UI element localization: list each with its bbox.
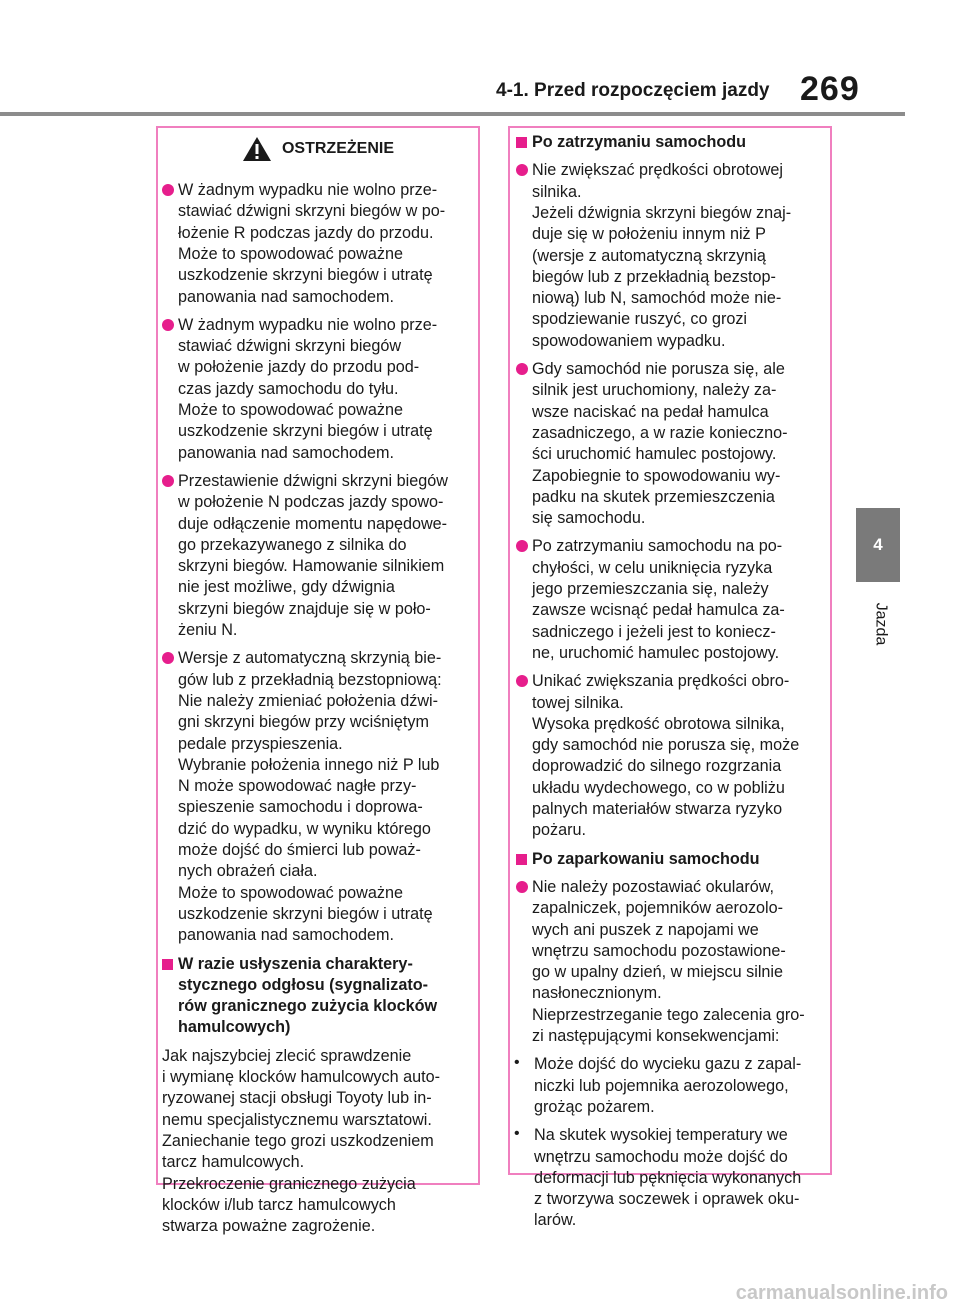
text-line: spieszenie samochodu i doprowa- [178, 798, 423, 817]
text-line: Może to spowodować poważne [178, 401, 403, 419]
bullet-dot [516, 881, 528, 893]
text-line: go w upalny dzień, w miejscu silnie [532, 963, 784, 982]
text-line: sadniczego i jeżeli jest to koniecz- [532, 622, 776, 641]
text-line: pożaru. [532, 821, 586, 840]
text-line: gni skrzyni biegów przy wciśniętym [178, 713, 429, 732]
text-line: Wybranie położenia innego niż P lub [178, 755, 440, 774]
text-line: silnik jest uruchomiony, należy za- [532, 381, 777, 400]
text-line: nemu specjalistycznemu warsztatowi. [162, 1110, 432, 1129]
text-line: ści uruchomić hamulec postojowy. [532, 445, 777, 464]
subheading-line: rów granicznego zużycia klocków [178, 997, 438, 1016]
text-line: gdy samochód nie porusza się, może [532, 736, 800, 755]
text-line: biegów lub z przekładnią bezstop- [532, 267, 776, 286]
text-line: Na skutek wysokiej temperatury we [534, 1126, 788, 1145]
chapter-number: 4 [873, 535, 883, 554]
text-line: Zaniechanie tego grozi uszkodzeniem [162, 1131, 434, 1150]
text-line: W żadnym wypadku nie wolno prze- [178, 315, 438, 334]
text-line: i wymianę klocków hamulcowych auto- [162, 1068, 440, 1086]
text-line: pedale przyspieszenia. [178, 734, 343, 753]
text-line: nych obrażeń ciała. [178, 862, 318, 881]
text-line: zapalniczek, pojemników aerozolo- [532, 899, 784, 918]
text-line: dzić do wypadku, w wyniku którego [178, 819, 431, 838]
text-line: Wysoka prędkość obrotowa silnika, [532, 714, 785, 733]
subheading-line: hamulcowych) [178, 1018, 291, 1037]
text-line: palnych materiałów stwarza ryzyko [532, 800, 783, 818]
bullet-square [162, 959, 173, 970]
text-line: ryzowanej stacji obsługi Toyoty lub in- [162, 1089, 432, 1108]
text-line: nie jest możliwe, gdy dźwignia [178, 578, 395, 597]
watermark: carmanualsonline.info [735, 1282, 948, 1304]
text-line: Gdy samochód nie porusza się, ale [532, 360, 785, 378]
text-line: uszkodzenie skrzyni biegów i utratę [178, 904, 433, 923]
text-line: towej silnika. [532, 693, 624, 712]
text-line: Nie należy pozostawiać okularów, [532, 877, 775, 896]
text-line: Wersje z automatyczną skrzynią bie- [178, 649, 442, 668]
text-line: (wersje z automatyczną skrzynią [532, 246, 766, 265]
text-line: doprowadzić do silnego rozgrzania [532, 757, 782, 776]
text-line: Po zatrzymaniu samochodu na po- [532, 537, 783, 556]
bullet-dot [162, 184, 174, 196]
text-line: W żadnym wypadku nie wolno prze- [178, 181, 438, 199]
text-line: nasłonecznionym. [532, 984, 662, 1003]
text-line: Przekroczenie granicznego zużycia [162, 1174, 416, 1193]
text-line: silnika. [532, 182, 582, 201]
chapter-name-label: Jazda [872, 602, 890, 646]
text-line: się samochodu. [532, 509, 646, 528]
text-line: wsze naciskać na pedał hamulca [532, 402, 769, 421]
text-line: duje się w położeniu innym niż P [532, 225, 766, 244]
text-line: tarcz hamulcowych. [162, 1153, 305, 1172]
page-number: 269 [800, 70, 860, 108]
subheading-line: stycznego odgłosu (sygnalizato- [178, 975, 429, 994]
text-line: chyłości, w celu uniknięcia ryzyka [532, 558, 773, 577]
text-line: gów lub z przekładnią bezstopniową: [178, 670, 442, 689]
chapter-tab[interactable] [856, 508, 900, 582]
text-line: skrzyni biegów znajduje się w poło- [178, 599, 431, 618]
text-line: Może to spowodować poważne [178, 244, 403, 263]
text-line: stwarza poważne zagrożenie. [162, 1217, 376, 1236]
text-line: uszkodzenie skrzyni biegów i utratę [178, 266, 433, 285]
text-line: wnętrzu samochodu pozostawione- [532, 941, 786, 960]
text-line: panowania nad samochodem. [178, 287, 394, 306]
text-line: duje odłączenie momentu napędowe- [178, 514, 448, 533]
subheading-line: W razie usłyszenia charaktery- [178, 954, 413, 973]
text-line: Unikać zwiększania prędkości obro- [532, 672, 790, 691]
text-line: niową) lub N, samochód może nie- [532, 289, 782, 308]
text-line: panowania nad samochodem. [178, 443, 394, 462]
text-line: spowodowaniem wypadku. [532, 331, 726, 350]
text-line: zi następującymi konsekwencjami: [532, 1027, 780, 1045]
text-line: w położenie N podczas jazdy spowo- [178, 493, 444, 512]
header-divider [0, 112, 905, 116]
text-line: Jak najszybciej zlecić sprawdzenie [162, 1046, 412, 1065]
text-line: N może spowodować nagłe przy- [178, 777, 417, 796]
text-line: panowania nad samochodem. [178, 926, 394, 945]
text-line: Zapobiegnie to spowodowaniu wy- [532, 466, 781, 485]
text-line: spodziewanie ruszyć, co grozi [532, 310, 748, 329]
subheading-line: Po zaparkowaniu samochodu [532, 849, 760, 868]
warning-triangle-icon [242, 136, 272, 162]
bullet-sub: • [514, 1125, 520, 1143]
bullet-sub: • [514, 1054, 520, 1072]
text-line: Jeżeli dźwignia skrzyni biegów znaj- [532, 203, 792, 222]
warning-header [158, 136, 478, 162]
text-line: może dojść do śmierci lub poważ- [178, 841, 421, 859]
text-line: Nieprzestrzeganie tego zalecenia gro- [532, 1005, 805, 1024]
text-line: łożenie R podczas jazdy do przodu. [178, 223, 434, 242]
bullet-square [516, 854, 527, 865]
text-line: w położenie jazdy do przodu pod- [178, 358, 420, 377]
bullet-dot [162, 319, 174, 331]
text-line: układu wydechowego, co w pobliżu [532, 778, 785, 797]
text-line: ne, uruchomić hamulec postojowy. [532, 643, 780, 662]
text-line: skrzyni biegów. Hamowanie silnikiem [178, 557, 445, 576]
text-line: niczki lub pojemnika aerozolowego, [534, 1076, 789, 1095]
text-line: Może dojść do wycieku gazu z zapal- [534, 1055, 802, 1074]
text-line: czas jazdy samochodu do tyłu. [178, 379, 399, 398]
text-line: stawiać dźwigni skrzyni biegów w po- [178, 202, 446, 221]
text-line: żeniu N. [178, 621, 238, 639]
text-line: Nie zwiększać prędkości obrotowej [532, 161, 784, 180]
text-line: deformacji lub pęknięcia wykonanych [534, 1168, 802, 1187]
subheading-line: Po zatrzymaniu samochodu [532, 133, 747, 151]
text-line: wych ani puszek z napojami we [532, 920, 759, 939]
text-line: klocków i/lub tarcz hamulcowych [162, 1195, 396, 1214]
bullet-square [516, 137, 527, 148]
text-line: stawiać dźwigni skrzyni biegów [178, 337, 402, 356]
text-line: wnętrzu samochodu może dojść do [534, 1147, 788, 1166]
text-line: grożąc pożarem. [534, 1097, 655, 1116]
bullet-dot [162, 475, 174, 487]
text-line: z tworzywa soczewek i oprawek oku- [534, 1190, 800, 1209]
text-line: zawsze wcisnąć pedał hamulca za- [532, 601, 785, 620]
text-line: go przekazywanego z silnika do [178, 535, 407, 554]
text-line: Może to spowodować poważne [178, 883, 403, 902]
text-line: zasadniczego, a w razie konieczno- [532, 423, 788, 442]
text-line: uszkodzenie skrzyni biegów i utratę [178, 422, 433, 441]
section-title: 4-1. Przed rozpoczęciem jazdy [496, 80, 770, 101]
text-line: Nie należy zmieniać położenia dźwi- [178, 691, 439, 710]
text-line: padku na skutek przemieszczenia [532, 487, 775, 506]
bullet-dot [516, 363, 528, 375]
text-line: Przestawienie dźwigni skrzyni biegów [178, 471, 448, 490]
text-line: jego przemieszczania się, należy [532, 580, 769, 598]
text-line: larów. [534, 1211, 577, 1230]
warning-title: OSTRZEŻENIE [281, 140, 394, 157]
chapter-name [860, 594, 900, 654]
